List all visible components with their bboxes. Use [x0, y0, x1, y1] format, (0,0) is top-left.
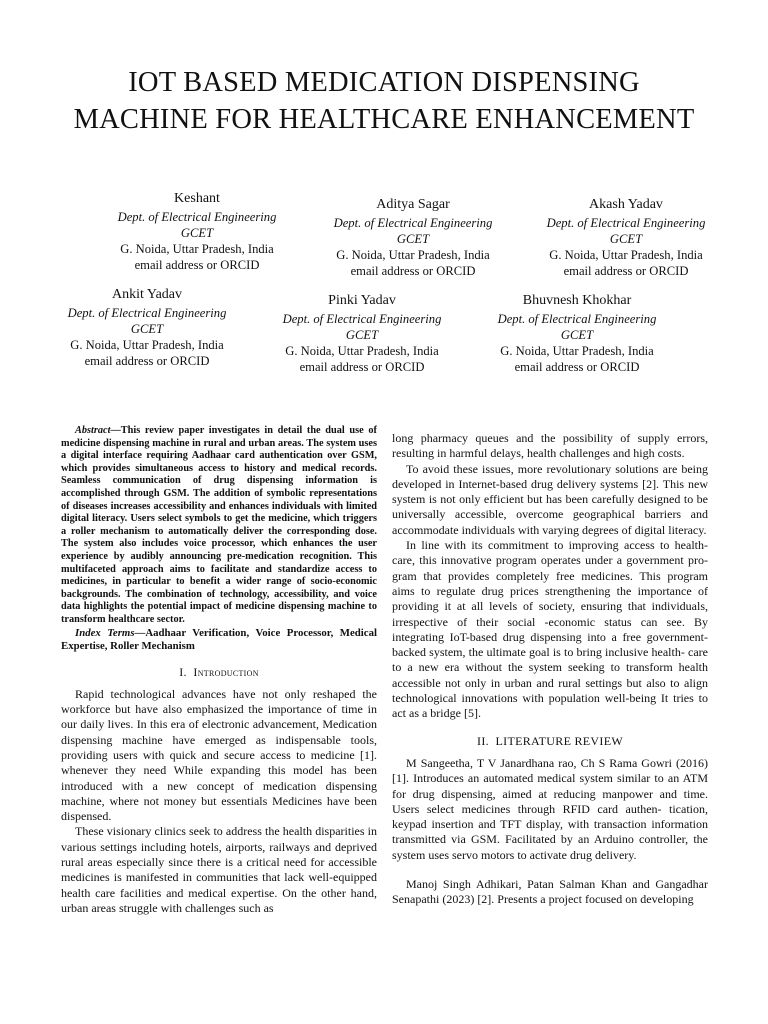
author-block	[298, 196, 528, 279]
abstract-text: —This review paper investigates in detail the dual use of medicine dispensing machine in rural and urban areas. The system uses a digital interface requiring Aadhaar card authentication over GSM, which provides simultaneous access to history and medical records. Seamless communication of drug dispensing information is accomplished through GSM. The addition of symbolic representations of diseases increases accessibility and enhances individuals with limited digital literacy. Users select symbols to get the medicine, which triggers a roller mechanism to automatically deliver the corresponding dose. The system also includes voice processor, which enhances the user experience by audibly announcing pre-medication recognition. This multifaceted approach aims to facilitate and standardize access to medicines, in particular to benefit a wider range of socio-economic backgrounds. The combination of technology, accessibility, and voice data highlights the potential impact of medicine dispensing machine to transform healthcare sector.	[61, 425, 377, 625]
index-terms-text: —Aadhaar Verification, Voice Processor, Medical Expertise, Roller Mechanism	[61, 626, 377, 652]
paragraph-gap	[392, 863, 708, 877]
section-number: II.	[477, 733, 489, 748]
author-institution: GCET	[180, 226, 214, 240]
abstract	[61, 425, 377, 627]
author-institution: GCET	[560, 328, 594, 342]
section-heading-introduction	[61, 665, 377, 680]
author-institution: GCET	[396, 232, 430, 246]
author-contact: email address or ORCID	[84, 354, 210, 368]
author-institution: GCET	[609, 232, 643, 246]
author-dept: Dept. of Electrical Engineering	[333, 216, 493, 230]
body-paragraph: To avoid these issues, more revolutionary solutions are being developed in Internet-based drug delivery systems [2]. This new system is not only efficient but has been carefully designed to be universally accessible, overcome geographical barriers and accommodate individuals with varying degrees of digital literacy.	[392, 461, 708, 537]
body-paragraph: In line with its commitment to improving access to health- care, this innovative program operates under a government pro- gram that provides completely free medicines. This program aims to regulate drug prices strengthening the importance of providing it at all levels of society, ensuring that individuals, irrespective of their social -economic status can see. By integrating IoT-based drug dispensing into a free government- backed system, the ultimate goal is to bring inclusive health- care to a new era without the system seeking to transform health accessible not only in urban and rural settings but also to align technological innovations with population well-being It tries to act as a bridge [5].	[392, 538, 708, 721]
author-name: Ankit Yadav	[111, 287, 182, 302]
author-dept: Dept. of Electrical Engineering	[282, 312, 442, 326]
author-institution: GCET	[130, 322, 164, 336]
review-paragraph: M Sangeetha, T V Janardhana rao, Ch S Rama Gowri (2016) [1]. Introduces an automated medical system similar to an ATM for drug dispensing, aimed at reducing manpower and time. Users select medicines through RFID card authen- tication, keypad insertion and TFT display, with transaction information transmitted via GSM. Facilitated by an Arduino controller, the system uses servo motors to activate drug delivery.	[392, 755, 708, 862]
author-name: Keshant	[174, 191, 220, 206]
author-block	[247, 292, 477, 375]
author-contact: email address or ORCID	[514, 360, 640, 374]
left-column	[61, 425, 377, 916]
intro-paragraph: Rapid technological advances have not only reshaped the workforce but have also emphasized the importance of time in our daily lives. In this era of electronic advancement, Medication dispensing machine have emerged as indispensable tools, providing users with quick and secure access to medicine [1]. whenever they need While expanding this model has been introduced with a new concept of medication dispensing machine, where not money but essentials Medicines have been dispensed.	[61, 686, 377, 824]
author-location: G. Noida, Uttar Pradesh, India	[500, 344, 654, 358]
section-title: LITERATURE REVIEW	[495, 733, 623, 748]
author-block	[32, 286, 262, 369]
author-dept: Dept. of Electrical Engineering	[497, 312, 657, 326]
section-heading-literature-review	[392, 734, 708, 749]
author-block	[511, 196, 741, 279]
abstract-lead: Abstract	[75, 425, 111, 436]
author-institution: GCET	[345, 328, 379, 342]
author-location: G. Noida, Uttar Pradesh, India	[336, 248, 490, 262]
author-location: G. Noida, Uttar Pradesh, India	[120, 242, 274, 256]
index-terms	[61, 627, 377, 653]
author-contact: email address or ORCID	[134, 258, 260, 272]
section-title: Introduction	[193, 664, 259, 679]
author-location: G. Noida, Uttar Pradesh, India	[549, 248, 703, 262]
author-name: Aditya Sagar	[376, 197, 450, 212]
body-paragraph: long pharmacy queues and the possibility of supply errors, resulting in harmful delays, health challenges and high costs.	[392, 431, 708, 461]
author-name: Pinki Yadav	[328, 293, 396, 308]
author-location: G. Noida, Uttar Pradesh, India	[70, 338, 224, 352]
review-paragraph: Manoj Singh Adhikari, Patan Salman Khan and Gangadhar Senapathi (2023) [2]. Presents a project focused on developing	[392, 877, 708, 907]
author-dept: Dept. of Electrical Engineering	[117, 210, 277, 224]
author-block	[82, 190, 312, 273]
author-contact: email address or ORCID	[563, 264, 689, 278]
right-column	[392, 431, 708, 908]
author-contact: email address or ORCID	[350, 264, 476, 278]
index-terms-lead: Index Terms	[75, 626, 135, 639]
author-name: Bhuvnesh Khokhar	[522, 293, 632, 308]
section-number: I.	[179, 664, 187, 679]
author-contact: email address or ORCID	[299, 360, 425, 374]
author-dept: Dept. of Electrical Engineering	[67, 306, 227, 320]
paper-title: IOT BASED MEDICATION DISPENSING MACHINE FOR HEALTHCARE ENHANCEMENT	[73, 67, 695, 135]
intro-paragraph: These visionary clinics seek to address the health disparities in various settings including hotels, airports, railways and deprived rural areas especially since there is a critical need for accessible medicines is manifested in communities that lack well-equipped health care facilities and medical expertise. On the other hand, urban areas struggle with challenges such as	[61, 824, 377, 915]
author-name: Akash Yadav	[589, 197, 663, 212]
author-dept: Dept. of Electrical Engineering	[546, 216, 706, 230]
author-block	[462, 292, 692, 375]
author-location: G. Noida, Uttar Pradesh, India	[285, 344, 439, 358]
